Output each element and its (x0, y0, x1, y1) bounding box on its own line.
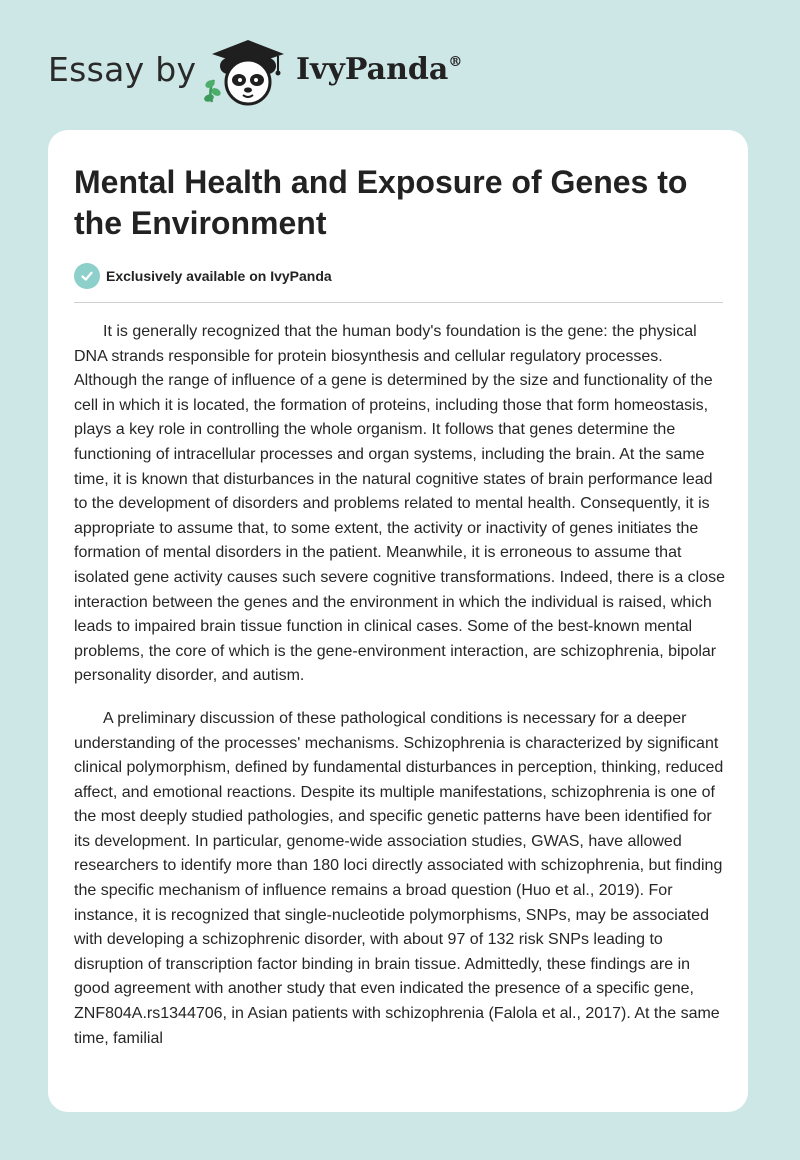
brand-text: IvyPanda (296, 52, 449, 87)
brand-name[interactable] (296, 52, 462, 87)
essay-title: Mental Health and Exposure of Genes to the Environment (74, 164, 688, 241)
essay-body (74, 320, 726, 1069)
paragraph: It is generally recognized that the human body's foundation is the gene: the physical DNA strands responsible for protein biosynthesis and cellular regulatory processes. Although the range of influence of a gene is determined by the size and functionality of the cell in which it is located, the formation of proteins, including those that form homeostasis, plays a key role in controlling the whole organism. It follows that genes determine the functioning of intracellular processes and organ systems, including the brain. At the same time, it is known that disturbances in the natural cognitive states of brain performance lead to the development of disorders and problems related to mental health. Consequently, it is appropriate to assume that, to some extent, the activity or inactivity of genes initiates the formation of mental disorders in the patient. Meanwhile, it is erroneous to assume that isolated gene activity causes such severe cognitive transformations. Indeed, there is a close interaction between the genes and the environment in which the individual is raised, which leads to impaired brain tissue function in clinical cases. Some of the best-known mental problems, the core of which is the gene-environment interaction, are schizophrenia, bipolar personality disorder, and autism. (74, 323, 726, 685)
check-circle-icon (74, 263, 100, 289)
registered-mark: ® (448, 54, 463, 70)
paragraph: A preliminary discussion of these pathological conditions is necessary for a deeper understanding of the processes' mechanisms. Schizophrenia is characterized by significant clinical polymorphism, defined by fundamental disturbances in perception, thinking, reduced affect, and emotional reactions. Despite its multiple manifestations, schizophrenia is one of the most deeply studied pathologies, and specific genetic patterns have been identified for its development. In particular, genome-wide association studies, GWAS, have allowed researchers to identify more than 180 loci directly associated with schizophrenia, but finding the specific mechanism of influence remains a broad question (Huo et al., 2019). For instance, it is recognized that single-nucleotide polymorphisms, SNPs, may be associated with developing a schizophrenic disorder, with about 97 of 132 risk SNPs leading to disruption of transcription factor binding in brain tissue. Admittedly, these findings are in good agreement with another study that even indicated the presence of a specific gene, ZNF804A.rs1344706, in Asian patients with schizophrenia (Falola et al., 2017). At the same time, familial (74, 709, 724, 1047)
essay-card (48, 130, 748, 1112)
panda-logo-icon[interactable] (198, 36, 292, 108)
site-header (0, 0, 800, 130)
badge-text: Exclusively available on IvyPanda (106, 268, 332, 284)
divider (74, 302, 723, 303)
essay-by-label: Essay by (48, 50, 197, 89)
exclusive-badge (74, 263, 332, 289)
